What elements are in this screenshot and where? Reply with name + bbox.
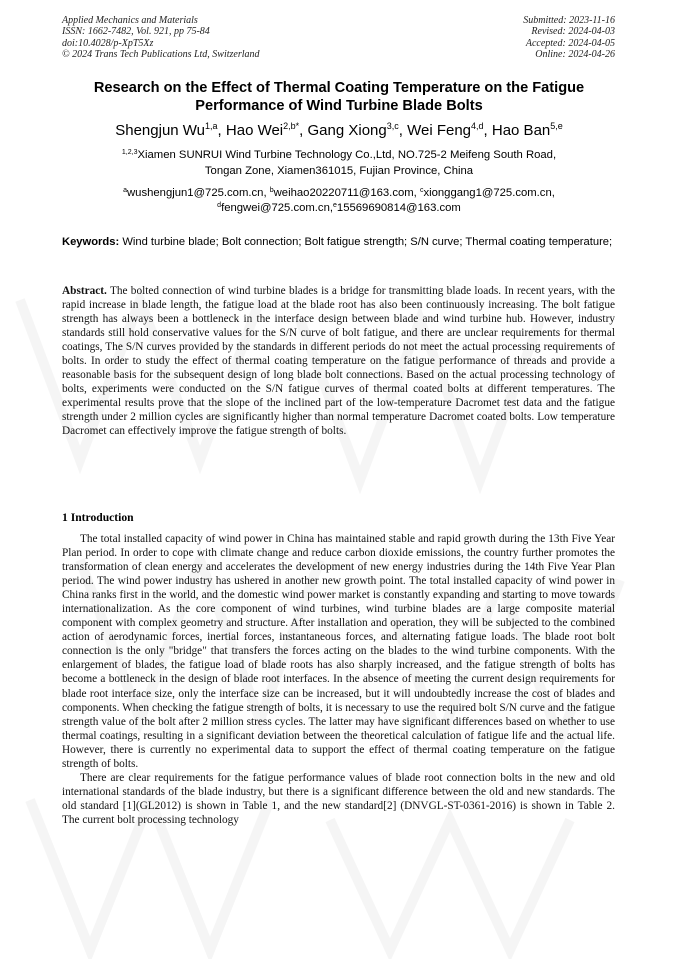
abstract <box>62 284 615 439</box>
affiliation-line2: Tongan Zone, Xiamen361015, Fujian Province, China <box>204 164 474 177</box>
email-link[interactable]: weihao20220711@163.com <box>273 187 414 199</box>
affiliation-sup: 1,2,3 <box>121 149 138 156</box>
submitted-date: Submitted: 2023-11-16 <box>523 15 615 26</box>
author-name: Shengjun Wu <box>115 122 206 139</box>
author-affil-sup: 3,c <box>386 121 399 131</box>
keywords <box>62 235 615 249</box>
author-affil-sup: 1,a <box>205 121 218 131</box>
keywords-text: Wind turbine blade; Bolt connection; Bolt fatigue strength; S/N curve; Thermal coating temperature; <box>122 236 613 248</box>
paper-title: Research on the Effect of Thermal Coating Temperature on the Fatigue Performance of Wind Turbine Blade Bolts <box>93 80 585 114</box>
author-list: Shengjun Wu$^{1,a}$, Hao Wei$^{2,b*}$, Gang Xiong$^{3,c}$, Wei Feng$^{4,d}$, Hao Ban$^{5,e}$ <box>115 121 563 139</box>
journal-info <box>62 15 260 61</box>
author-name: Hao Ban <box>491 122 551 139</box>
copyright-line: © 2024 Trans Tech Publications Ltd, Switzerland <box>62 49 260 61</box>
author-affil-sup: 4,d <box>471 121 484 131</box>
abstract-text: The bolted connection of wind turbine blades is a bridge for transmitting blade loads. In recent years, with the rapid increase in blade length, the fatigue load at the blade root has also been continuously increasing. The bolt fatigue strength has always been a bottleneck in the interface design between blade and wind turbine hub. However, industry standards still hold conservative values for the S/N curve of bolt fatigue, and there are unclear requirements for thermal coatings, The S/N curves provided by the standards in different periods do not meet the actual processing requirements of bolts. In order to study the effect of thermal coating temperature on the fatigue performance of threads and provide a reasonable basis for the subsequent design of long blade bolt connections. Based on the actual processing technology of bolts, experiments were conducted on the S/N fatigue curves of thermal coated bolts at different temperatures. The experimental results prove that the slope of the inclined part of the low-temperature Dacromet test data and the fatigue strength under 2 million cycles are significantly higher than normal temperature Dacromet coated bolts. Low temperature Dacromet can effectively improve the fatigue strength of bolts. <box>62 285 615 438</box>
abstract-label: Abstract. <box>62 285 107 297</box>
author-affil-sup: 2,b* <box>283 121 300 131</box>
author-name: Wei Feng <box>407 122 472 139</box>
doi-line: doi:10.4028/p-XpT5Xz <box>62 37 154 49</box>
email-link[interactable]: fengwei@725.com.cn <box>221 201 330 214</box>
section-heading: 1 Introduction <box>62 511 134 524</box>
paragraph: The total installed capacity of wind power in China has maintained stable and rapid growth during the 13th Five Year Plan period. In order to cope with climate change and reduce carbon dioxide emissions, the country further promotes the transformation of clean energy and accelerates the development of new energy industries during the 14th Five Year Plan period. The wind power industry has ushered in another new growth point. The total installed capacity of wind power in China ranks first in the world, and the domestic wind power market is constantly expanding and starting to move towards internationalization. As the core component of wind turbines, wind turbine blades are a large composite material component with complex geometry and structure. After installation and operation, they will be subjected to the combined action of aerodynamic forces, inertial forces, instantaneous forces, and alternating fatigue loads. The blade root bolt connection is the only "bridge" that transfers the forces acting on the blades to the wind turbine components. With the enlargement of blades, the fatigue load of blade roots has also sharply increased, and the fatigue strength of bolts has become a bottleneck in the design of blade root interfaces. In the absence of meeting the current design requirements for blade root interface size, only the interface size can be increased, but it will undoubtedly increase the cost of blades and components. When checking the fatigue strength of bolts, it is necessary to use the required bolt S/N curve and the fatigue strength value of the bolt after 2 million stress cycles. The latter may have significant differences based on whether to use thermal coatings, resulting in a significant deviation between the theoretical calculation of fatigue life and the actual life. However, there is currently no experimental data to support the effect of thermal coating temperature on the fatigue strength of bolts. <box>62 533 615 770</box>
issn-line: ISSN: 1662-7482, Vol. 921, pp 75-84 <box>62 26 210 38</box>
author-affil-sup: 5,e <box>550 121 563 131</box>
publication-dates <box>523 15 615 61</box>
author-name: Gang Xiong <box>307 122 387 139</box>
email-list: $^a$wushengjun1@725.com.cn, $^b$weihao20220711@163.com, $^c$xionggang1@725.com.cn, $^d$fengwei@725.com.cn,$^e$15569690814@163.com <box>123 187 555 214</box>
online-date: Online: 2024-04-26 <box>535 49 615 61</box>
accepted-date: Accepted: 2024-04-05 <box>525 37 615 49</box>
email-link[interactable]: xionggang1@725.com.cn <box>423 187 552 199</box>
revised-date: Revised: 2024-04-03 <box>531 26 615 38</box>
email-link[interactable]: wushengjun1@725.com.cn <box>127 187 264 199</box>
section-body <box>62 532 615 827</box>
keywords-label: Keywords: <box>62 236 120 248</box>
author-name: Hao Wei <box>225 122 284 139</box>
affiliation <box>60 148 618 179</box>
email-link[interactable]: 15569690814@163.com <box>336 201 461 214</box>
paragraph: There are clear requirements for the fatigue performance values of blade root connection bolts in the new and old international standards of the blade industry, but there is a significant difference between the old and new standards. The old standard [1](GL2012) is shown in Table 1, and the new standard[2] (DNVGL-ST-0361-2016) is shown in Table 2. The current bolt processing technology <box>62 771 615 826</box>
journal-name: Applied Mechanics and Materials <box>62 15 198 26</box>
affiliation-line1: Xiamen SUNRUI Wind Turbine Technology Co.,Ltd, NO.725-2 Meifeng South Road, <box>137 149 557 161</box>
